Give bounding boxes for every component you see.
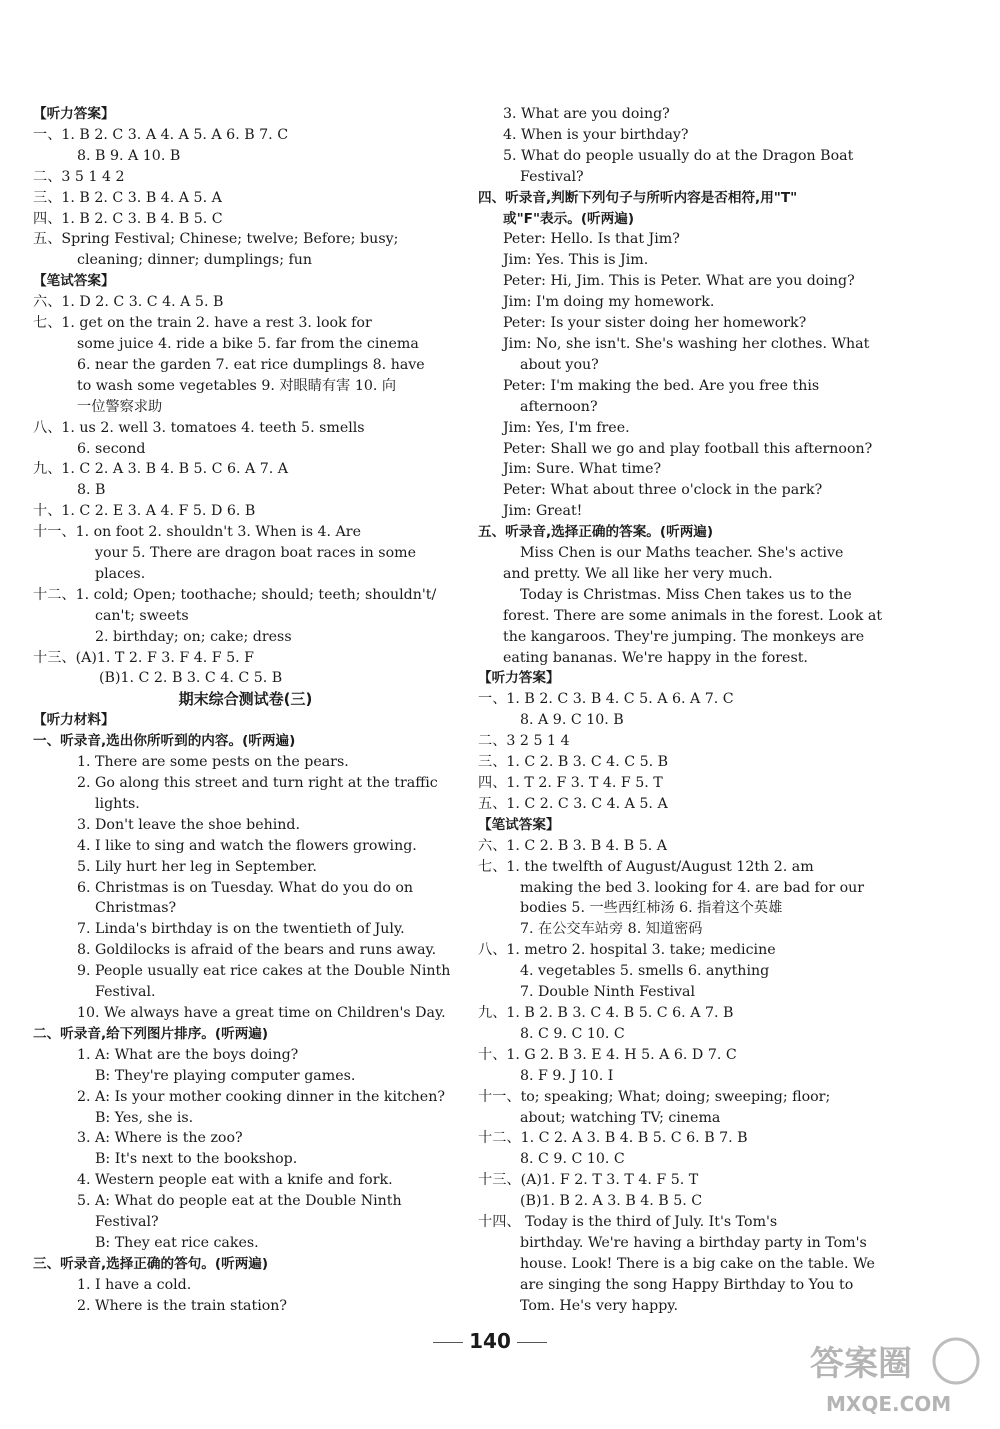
left-column-line: 1. A: What are the boys doing? [77, 1046, 299, 1063]
right-column-line: 4. vegetables 5. smells 6. anything [520, 963, 770, 980]
left-column-line: 8. B [77, 482, 106, 499]
left-column-line: 一、听录音,选出你所听到的内容。(听两遍) [33, 733, 296, 750]
right-column-line: 三、1. C 2. B 3. C 4. C 5. B [478, 754, 669, 771]
left-column-line: cleaning; dinner; dumplings; fun [77, 252, 313, 269]
left-column-line: your 5. There are dragon boat races in some [95, 545, 416, 562]
left-column-line: 7. Linda's birthday is on the twentieth of July. [77, 921, 405, 938]
left-column-line: places. [95, 565, 146, 582]
left-column-line: 2. birthday; on; cake; dress [95, 628, 292, 645]
right-column-line: Jim: I'm doing my homework. [503, 294, 715, 311]
right-column-line: and pretty. We all like her very much. [503, 565, 773, 582]
left-column-line: 一位警察求助 [77, 398, 163, 415]
left-column-line: 4. Western people eat with a knife and fork. [77, 1172, 393, 1189]
left-column-line: 1. There are some pests on the pears. [77, 754, 349, 771]
left-column-line: 七、1. get on the train 2. have a rest 3. look for [33, 315, 372, 332]
right-column-line: 六、1. C 2. B 3. B 4. B 5. A [478, 837, 668, 854]
left-column-line: B: They're playing computer games. [95, 1067, 356, 1084]
right-column-line: Festival? [520, 168, 584, 185]
right-column [478, 104, 890, 1317]
left-column-line: B: They eat rice cakes. [95, 1234, 259, 1251]
left-column-line: 8. Goldilocks is afraid of the bears and runs away. [77, 942, 437, 959]
right-column-line: forest. There are some animals in the forest. Look at [503, 607, 883, 624]
left-column-line: Festival. [95, 984, 156, 1001]
left-column-line: some juice 4. ride a bike 5. far from the cinema [77, 335, 419, 352]
left-column-line: 10. We always have a great time on Children's Day. [77, 1004, 446, 1021]
left-column-line: 十二、1. cold; Open; toothache; should; teeth; shouldn't/ [33, 586, 437, 603]
right-column-line: 十四、 Today is the third of July. It's Tom's [478, 1214, 778, 1231]
left-column-line: 6. Christmas is on Tuesday. What do you do on [77, 879, 414, 896]
right-column-line: 五、听录音,选择正确的答案。(听两遍) [478, 524, 714, 541]
right-column-line: 或"F"表示。(听两遍) [503, 210, 635, 227]
right-column-line: 4. When is your birthday? [503, 126, 689, 143]
right-column-line: 8. C 9. C 10. C [520, 1151, 625, 1168]
right-column-line: 九、1. B 2. B 3. C 4. B 5. C 6. A 7. B [478, 1004, 734, 1021]
left-column-line: 4. I like to sing and watch the flowers growing. [77, 837, 417, 854]
watermark-ring [934, 1339, 978, 1383]
left-column-line: 5. A: What do people eat at the Double Ninth [77, 1193, 402, 1210]
left-column-line: 十一、1. on foot 2. shouldn't 3. When is 4. Are [33, 524, 361, 541]
page-rule-left [433, 1342, 463, 1343]
left-column-line: 一、1. B 2. C 3. A 4. A 5. A 6. B 7. C [33, 126, 289, 143]
left-column-line: 9. People usually eat rice cakes at the Double Ninth [77, 963, 451, 980]
right-column-line: about; watching TV; cinema [520, 1109, 721, 1126]
page-number [420, 1329, 560, 1353]
left-column-line: 5. Lily hurt her leg in September. [77, 858, 317, 875]
right-column-line: 十二、1. C 2. A 3. B 4. B 5. C 6. B 7. B [478, 1130, 748, 1147]
left-column-line: 五、Spring Festival; Chinese; twelve; Before; busy; [33, 231, 399, 248]
right-column-line: Peter: Hi, Jim. This is Peter. What are you doing? [503, 273, 855, 290]
right-column-line: Miss Chen is our Maths teacher. She's active [520, 545, 844, 562]
left-column-line: 三、1. B 2. C 3. B 4. A 5. A [33, 189, 222, 206]
left-column-line: can't; sweets [95, 607, 189, 624]
right-column-line: the kangaroos. They're jumping. The monkeys are [503, 628, 865, 645]
page-rule-right [517, 1342, 547, 1343]
watermark-logo-text: 答案圈 [810, 1344, 912, 1384]
left-column [33, 104, 458, 1317]
left-column-line: (B)1. C 2. B 3. C 4. C 5. B [99, 670, 283, 687]
left-column-line: 三、听录音,选择正确的答句。(听两遍) [33, 1255, 269, 1272]
right-column-line: 四、听录音,判断下列句子与所听内容是否相符,用"T" [478, 189, 798, 206]
left-column-line: 【笔试答案】 [33, 273, 115, 290]
left-column-line: 2. Go along this street and turn right at the traffic [77, 775, 438, 791]
right-column-line: birthday. We're having a birthday party in Tom's [520, 1234, 867, 1251]
right-column-line: Peter: Is your sister doing her homework? [503, 315, 807, 332]
right-column-line: 十、1. G 2. B 3. E 4. H 5. A 6. D 7. C [478, 1046, 737, 1063]
left-column-line: 【听力材料】 [33, 712, 115, 729]
right-column-line: making the bed 3. looking for 4. are bad for our [520, 879, 865, 896]
right-column-line: 二、3 2 5 1 4 [478, 733, 570, 750]
left-column-line: 3. A: Where is the zoo? [77, 1130, 243, 1147]
left-column-line: Festival? [95, 1214, 159, 1231]
left-column-line: 十三、(A)1. T 2. F 3. F 4. F 5. F [33, 649, 254, 666]
left-column-line: 九、1. C 2. A 3. B 4. B 5. C 6. A 7. A [33, 461, 289, 478]
watermark-site-text: MXQE.COM [826, 1392, 952, 1416]
left-column-line: 四、1. B 2. C 3. B 4. B 5. C [33, 210, 223, 227]
right-column-line: 七、1. the twelfth of August/August 12th 2. am [478, 858, 814, 875]
watermark-logo [806, 1327, 986, 1419]
right-column-line: Tom. He's very happy. [520, 1297, 678, 1314]
left-column-line: 8. B 9. A 10. B [77, 147, 181, 164]
right-column-line: Jim: No, she isn't. She's washing her clothes. What [503, 335, 870, 352]
right-column-line: 十三、(A)1. F 2. T 3. T 4. F 5. T [478, 1172, 699, 1189]
right-column-line: Peter: What about three o'clock in the park? [503, 482, 823, 499]
right-column-line: 3. What are you doing? [503, 106, 670, 122]
left-column-line: 二、3 5 1 4 2 [33, 168, 125, 185]
right-column-line: 【笔试答案】 [478, 816, 560, 833]
left-column-line: to wash some vegetables 9. 对眼睛有害 10. 向 [77, 377, 397, 394]
left-column-line: 六、1. D 2. C 3. C 4. A 5. B [33, 294, 224, 311]
right-column-line: Peter: Shall we go and play football this afternoon? [503, 440, 873, 457]
right-column-line: 十一、to; speaking; What; doing; sweeping; floor; [478, 1088, 831, 1105]
right-column-line: are singing the song Happy Birthday to You to [520, 1276, 854, 1293]
right-column-line: 7. 在公交车站旁 8. 知道密码 [520, 921, 703, 938]
left-column-line: Christmas? [95, 900, 177, 917]
right-column-line: 7. Double Ninth Festival [520, 984, 696, 1001]
left-column-line: 二、听录音,给下列图片排序。(听两遍) [33, 1025, 269, 1042]
left-column-line: B: Yes, she is. [95, 1109, 194, 1126]
right-column-line: 一、1. B 2. C 3. B 4. C 5. A 6. A 7. C [478, 691, 734, 708]
right-column-line: house. Look! There is a big cake on the table. We [520, 1255, 875, 1272]
left-column-line: 十、1. C 2. E 3. A 4. F 5. D 6. B [33, 503, 256, 520]
right-column-line: 四、1. T 2. F 3. T 4. F 5. T [478, 775, 663, 791]
page-number-text: 140 [469, 1329, 511, 1353]
left-column-line: 1. I have a cold. [77, 1276, 192, 1293]
right-column-line: 八、1. metro 2. hospital 3. take; medicine [478, 942, 776, 959]
left-column-line: 2. Where is the train station? [77, 1297, 288, 1314]
right-column-line: bodies 5. 一些西红柿汤 6. 指着这个英雄 [520, 900, 783, 917]
right-column-line: 五、1. C 2. C 3. C 4. A 5. A [478, 795, 668, 812]
right-column-line: 8. F 9. J 10. I [520, 1067, 614, 1084]
right-column-line: Jim: Yes. This is Jim. [503, 252, 649, 269]
right-column-line: Jim: Yes, I'm free. [503, 419, 630, 436]
right-column-line: 8. C 9. C 10. C [520, 1025, 625, 1042]
right-column-line: afternoon? [520, 398, 598, 415]
right-column-line: 8. A 9. C 10. B [520, 712, 624, 729]
left-column-line: 期末综合测试卷(三) [178, 690, 313, 709]
right-column-line: Jim: Great! [503, 503, 583, 520]
left-column-line: 【听力答案】 [33, 106, 115, 122]
left-column-line: 6. second [77, 440, 146, 457]
right-column-line: Jim: Sure. What time? [503, 461, 662, 478]
right-column-line: 5. What do people usually do at the Dragon Boat [503, 147, 854, 164]
right-column-line: eating bananas. We're happy in the forest. [503, 649, 808, 666]
right-column-line: Peter: Hello. Is that Jim? [503, 231, 680, 248]
left-column-line: 2. A: Is your mother cooking dinner in the kitchen? [77, 1088, 445, 1105]
left-column-line: B: It's next to the bookshop. [95, 1151, 298, 1168]
left-column-line: 八、1. us 2. well 3. tomatoes 4. teeth 5. smells [33, 419, 365, 436]
left-column-line: 6. near the garden 7. eat rice dumplings 8. have [77, 356, 425, 373]
right-column-line: Today is Christmas. Miss Chen takes us to the [520, 586, 852, 603]
right-column-line: Peter: I'm making the bed. Are you free this [503, 377, 820, 394]
right-column-line: (B)1. B 2. A 3. B 4. B 5. C [520, 1193, 703, 1210]
right-column-line: about you? [520, 356, 599, 373]
left-column-line: lights. [95, 795, 140, 812]
left-column-line: 3. Don't leave the shoe behind. [77, 816, 301, 833]
right-column-line: 【听力答案】 [478, 670, 560, 687]
